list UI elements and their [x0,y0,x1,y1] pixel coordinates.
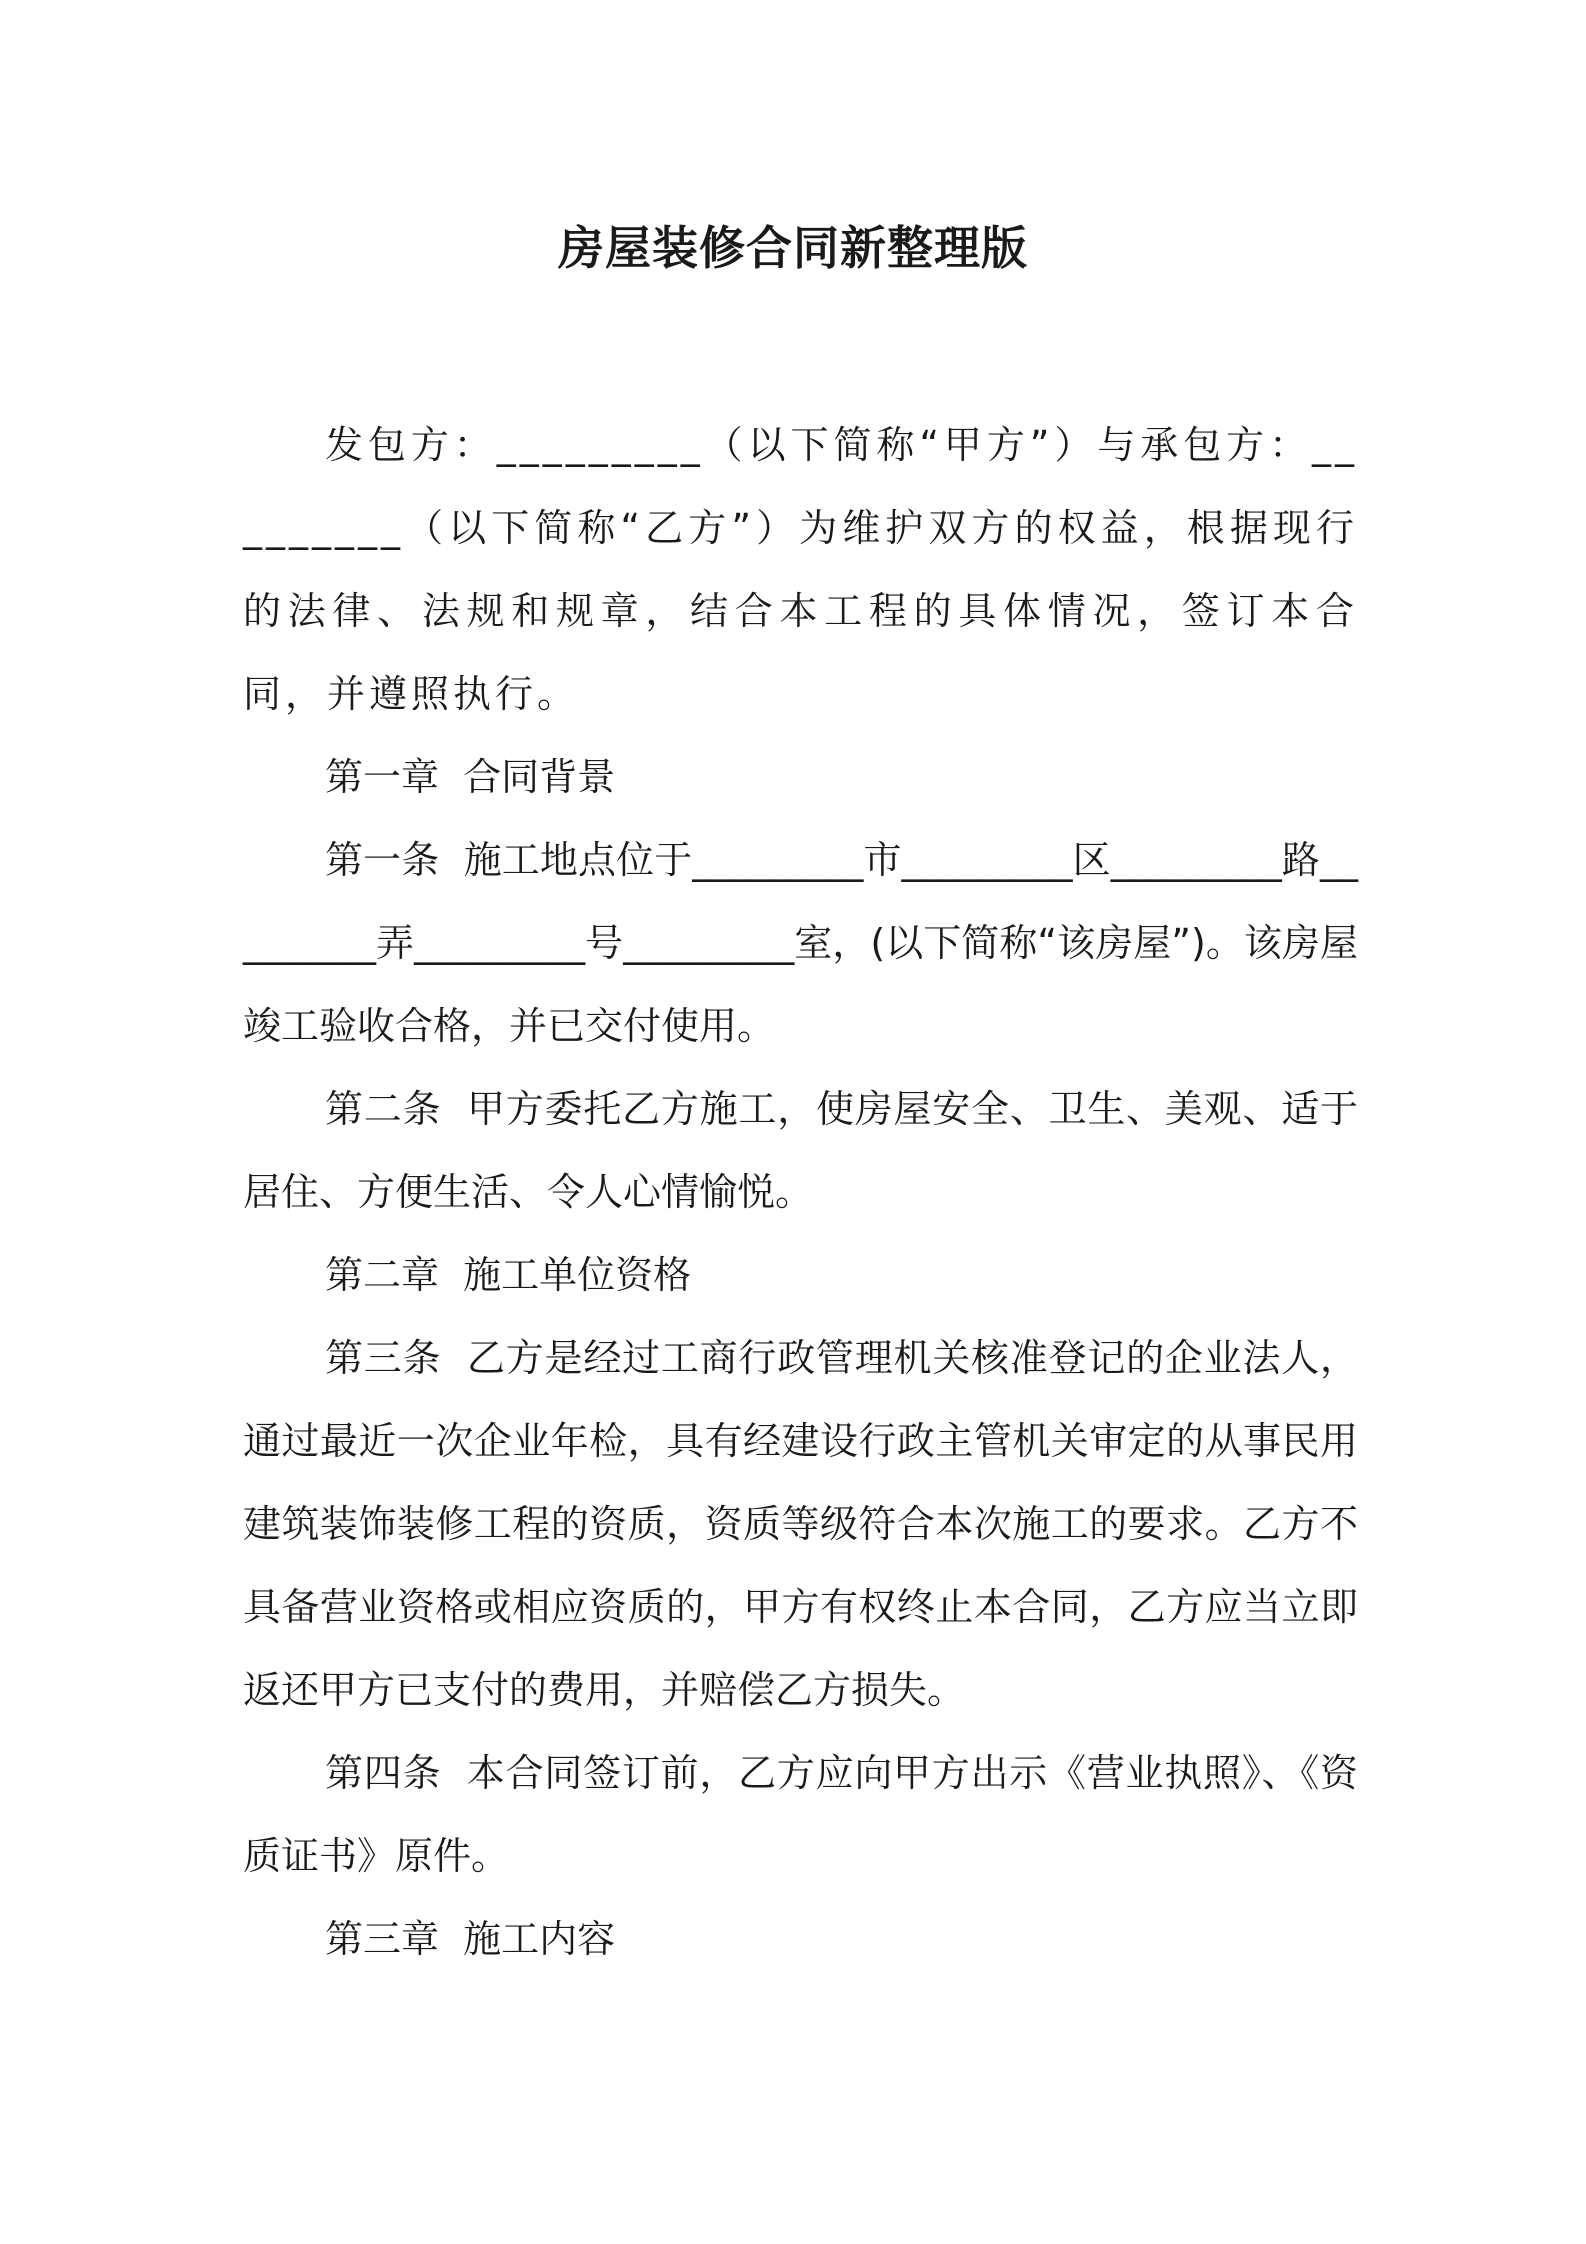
document-body [243,404,1358,1981]
article-2: 第二条 甲方委托乙方施工，使房屋安全、卫生、美观、适于居住、方便生活、令人心情愉悦。 [243,1087,1358,1214]
article-4: 第四条 本合同签订前，乙方应向甲方出示《营业执照》、《资质证书》原件。 [243,1751,1358,1878]
chapter-1-heading: 第一章 合同背景 [325,755,616,799]
article-1: 第一条 施工地点位于_________市_________区_________路_________弄_________号_________室，(以下简称“该房屋”)。该房屋竣工验收合格，并已交付使用。 [243,838,1358,1048]
article-3: 第三条 乙方是经过工商行政管理机关核准登记的企业法人，通过最近一次企业年检，具有经建设行政主管机关审定的从事民用建筑装饰装修工程的资质，资质等级符合本次施工的要求。乙方不具备营业资格或相应资质的，甲方有权终止本合同，乙方应当立即返还甲方已支付的费用，并赔偿乙方损失。 [243,1336,1358,1712]
chapter-3-heading: 第三章 施工内容 [325,1917,616,1961]
document-title: 房屋装修合同新整理版 [558,221,1028,275]
chapter-2-heading: 第二章 施工单位资格 [325,1253,692,1297]
paragraph-parties: 发包方：_________（以下简称“甲方”）与承包方：_________（以下简称“乙方”）为维护双方的权益，根据现行的法律、法规和规章，结合本工程的具体情况，签订本合同，并遵照执行。 [243,423,1358,716]
